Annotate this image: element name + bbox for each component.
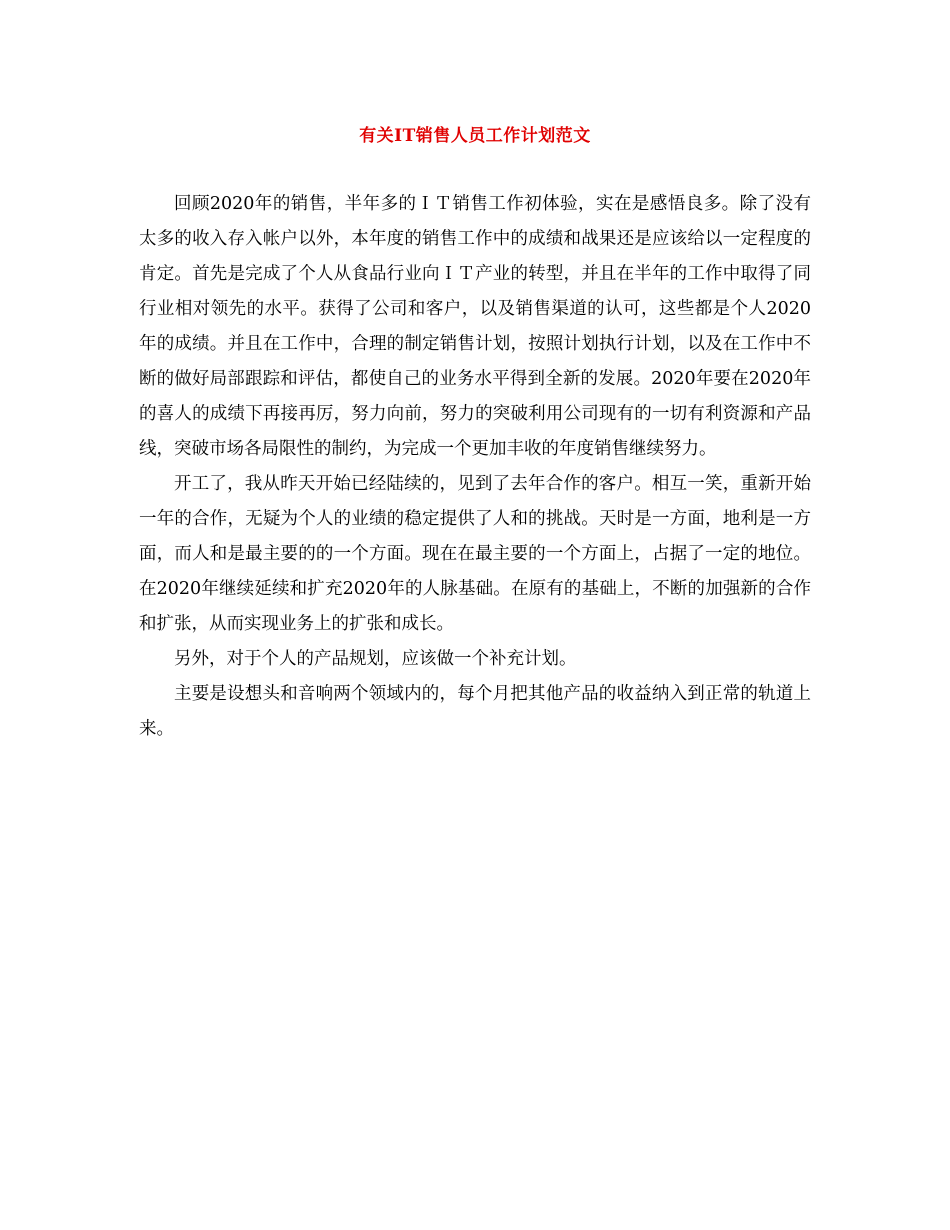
document-body [139,187,811,747]
body-paragraph-1: 回顾2020年的销售，半年多的ＩＴ销售工作初体验，实在是感悟良多。除了没有太多的收入存入帐户以外，本年度的销售工作中的成绩和战果还是应该给以一定程度的肯定。首先是完成了个人从食品行业向ＩＴ产业的转型，并且在半年的工作中取得了同行业相对领先的水平。获得了公司和客户，以及销售渠道的认可，这些都是个人2020年的成绩。并且在工作中，合理的制定销售计划，按照计划执行计划，以及在工作中不断的做好局部跟踪和评估，都使自己的业务水平得到全新的发展。2020年要在2020年的喜人的成绩下再接再厉，努力向前，努力的突破利用公司现有的一切有利资源和产品线，突破市场各局限性的制约，为完成一个更加丰收的年度销售继续努力。 [139,194,811,459]
body-paragraph-4: 主要是设想头和音响两个领域内的，每个月把其他产品的收益纳入到正常的轨道上来。 [139,684,811,739]
body-paragraph-2: 开工了，我从昨天开始已经陆续的，见到了去年合作的客户。相互一笑，重新开始一年的合作，无疑为个人的业绩的稳定提供了人和的挑战。天时是一方面，地利是一方面，而人和是最主要的的一个方面。现在在最主要的一个方面上，占据了一定的地位。在2020年继续延续和扩充2020年的人脉基础。在原有的基础上，不断的加强新的合作和扩张，从而实现业务上的扩张和成长。 [139,474,811,634]
body-paragraph-3: 另外，对于个人的产品规划，应该做一个补充计划。 [174,649,577,669]
document-title: 有关IT销售人员工作计划范文 [359,126,591,146]
